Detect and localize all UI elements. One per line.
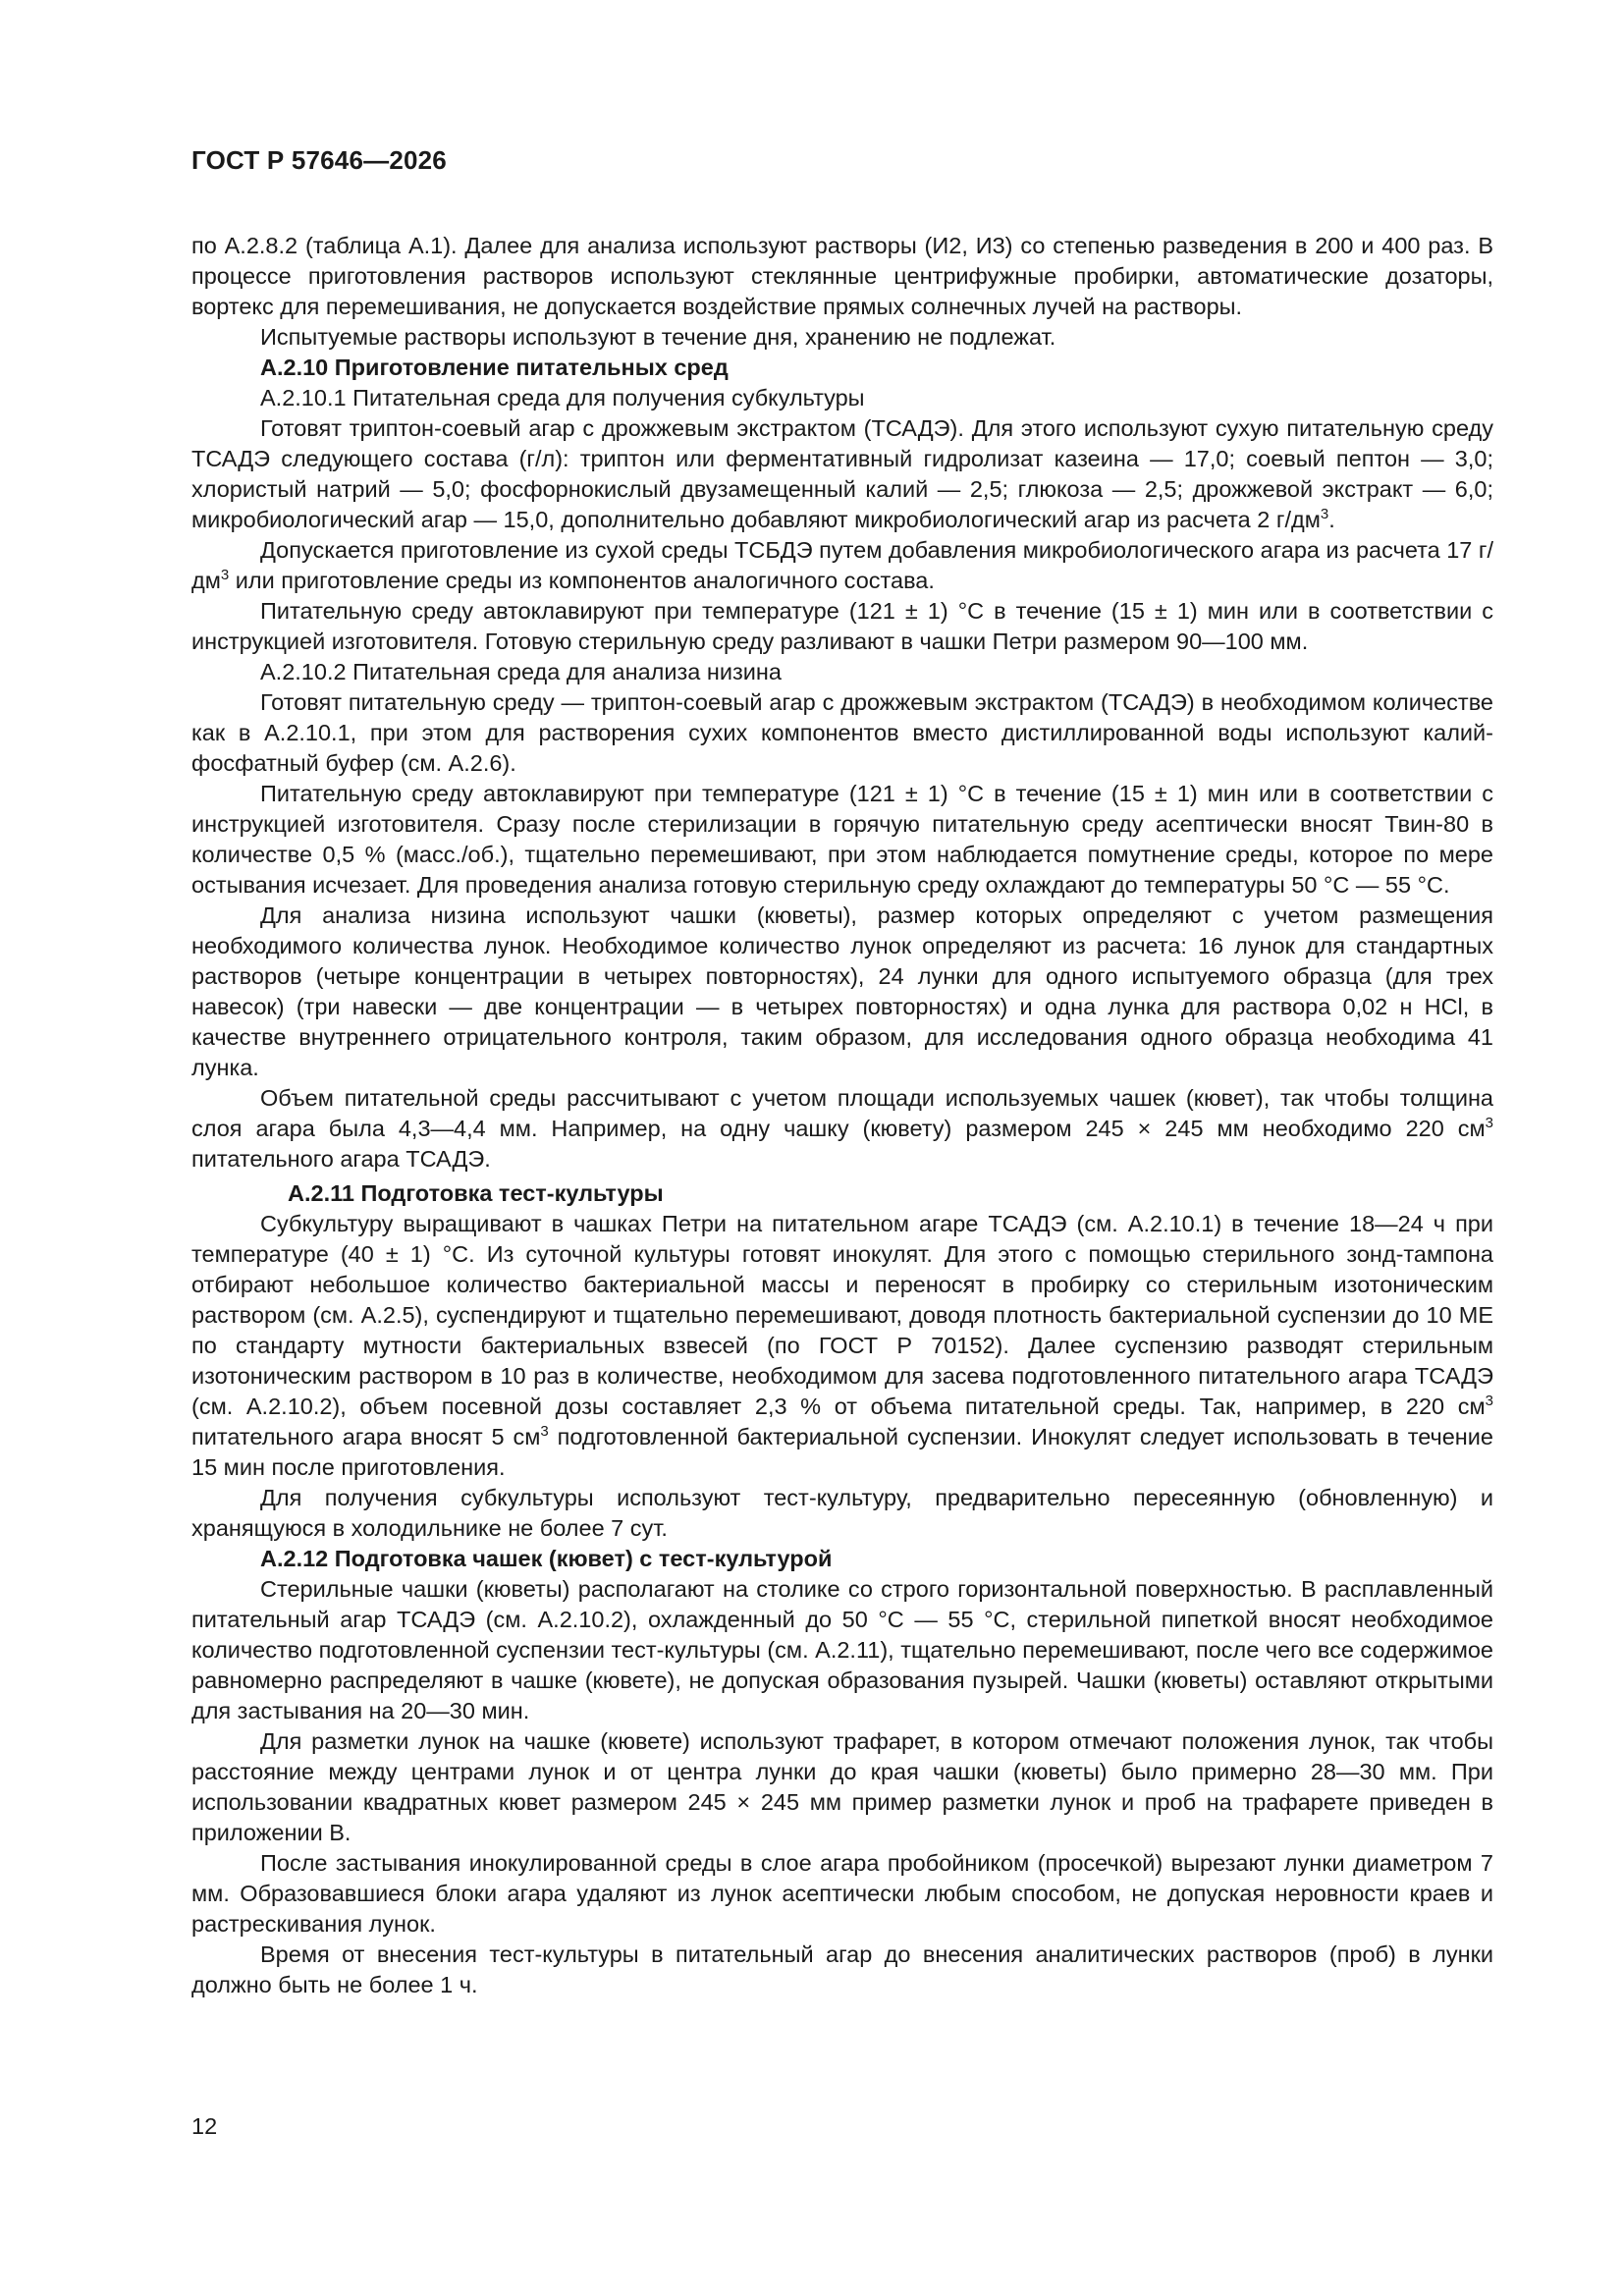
- document-header: ГОСТ Р 57646—2026: [191, 145, 447, 175]
- paragraph: Питательную среду автоклавируют при температуре (121 ± 1) °С в течение (15 ± 1) мин или в соответствии с инструкцией изготовителя. Сразу после стерилизации в горячую питательную среду асептически вносят Твин-80 в количестве 0,5 % (масс./об.), тщательно перемешивают, при этом наблюдается помутнение среды, которое по мере остывания исчезает. Для проведения анализа готовую стерильную среду охлаждают до температуры 50 °С — 55 °С.: [191, 781, 1493, 898]
- paragraph: Испытуемые растворы используют в течение дня, хранению не подлежат.: [260, 324, 1056, 350]
- paragraph: по А.2.8.2 (таблица А.1). Далее для анализа используют растворы (И2, И3) со степенью разведения в 200 и 400 раз. В процессе приготовления растворов используют стеклянные центрифужные пробирки, автоматические дозаторы, вортекс для перемешивания, не допускается воздействие прямых солнечных лучей на растворы.: [191, 233, 1493, 319]
- section-heading-a-2-11: А.2.11 Подготовка тест-культуры: [288, 1180, 664, 1206]
- section-heading-a-2-12: А.2.12 Подготовка чашек (кювет) с тест-культурой: [260, 1546, 833, 1571]
- document-body: [191, 231, 1493, 2000]
- subsection-heading-a-2-10-2: А.2.10.2 Питательная среда для анализа низина: [260, 659, 782, 684]
- paragraph: Субкультуру выращивают в чашках Петри на питательном агаре ТСАДЭ (см. А.2.10.1) в течение 18—24 ч при температуре (40 ± 1) °С. Из суточной культуры готовят инокулят. Для этого с помощью стерильного зонд-тампона отбирают небольшое количество бактериальной массы и переносят в пробирку со стерильным изотоническим раствором (см. А.2.5), суспендируют и тщательно перемешивают, доводя плотность бактериальной суспензии до 10 МЕ по стандарту мутности бактериальных взвесей (по ГОСТ Р 70152). Далее суспензию разводят стерильным изотоническим раствором в 10 раз в количестве, необходимом для засева подготовленного питательного агара ТСАДЭ (см. А.2.10.2), объем посевной дозы составляет 2,3 % от объема питательной среды. Так, например, в 220 $см^3$ питательного агара вносят 5 $см^3$ подготовленной бактериальной суспензии. Инокулят следует использовать в течение 15 мин после приготовления.: [191, 1211, 1493, 1480]
- paragraph: Готовят триптон-соевый агар с дрожжевым экстрактом (ТСАДЭ). Для этого используют сухую питательную среду ТСАДЭ следующего состава (г/л): триптон или ферментативный гидролизат казеина — 17,0; соевый пептон — 3,0; хлористый натрий — 5,0; фосфорнокислый двузамещенный калий — 2,5; глюкоза — 2,5; дрожжевой экстракт — 6,0; микробиологический агар — 15,0, дополнительно добавляют микробиологический агар из расчета 2 $г/дм^3$.: [191, 415, 1493, 532]
- paragraph: После застывания инокулированной среды в слое агара пробойником (просечкой) вырезают лунки диаметром 7 мм. Образовавшиеся блоки агара удаляют из лунок асептически любым способом, не допуская неровности краев и растрескивания лунок.: [191, 1850, 1493, 1937]
- paragraph: Для разметки лунок на чашке (кювете) используют трафарет, в котором отмечают положения лунок, так чтобы расстояние между центрами лунок и от центра лунки до края чашки (кюветы) было примерно 28—30 мм. При использовании квадратных кювет размером 245 × 245 мм пример разметки лунок и проб на трафарете приведен в приложении В.: [191, 1728, 1493, 1845]
- paragraph: Стерильные чашки (кюветы) располагают на столике со строго горизонтальной поверхностью. В расплавленный питательный агар ТСАДЭ (см. А.2.10.2), охлажденный до 50 °С — 55 °С, стерильной пипеткой вносят необходимое количество подготовленной суспензии тест-культуры (см. А.2.11), тщательно перемешивают, после чего все содержимое равномерно распределяют в чашке (кювете), не допуская образования пузырей. Чашки (кюветы) оставляют открытыми для застывания на 20—30 мин.: [191, 1576, 1493, 1723]
- page-number: 12: [191, 2113, 218, 2139]
- paragraph: Готовят питательную среду — триптон-соевый агар с дрожжевым экстрактом (ТСАДЭ) в необходимом количестве как в А.2.10.1, при этом для растворения сухих компонентов вместо дистиллированной воды используют калий-фосфатный буфер (см. А.2.6).: [191, 689, 1493, 776]
- paragraph: Допускается приготовление из сухой среды ТСБДЭ путем добавления микробиологического агара из расчета 17 $г/дм^3$ или приготовление среды из компонентов аналогичного состава.: [191, 537, 1493, 593]
- paragraph: Объем питательной среды рассчитывают с учетом площади используемых чашек (кювет), так чтобы толщина слоя агара была 4,3—4,4 мм. Например, на одну чашку (кювету) размером 245 × 245 мм необходимо 220 $см^3$ питательного агара ТСАДЭ.: [191, 1085, 1493, 1172]
- section-heading-a-2-10: А.2.10 Приготовление питательных сред: [260, 355, 729, 380]
- paragraph: Питательную среду автоклавируют при температуре (121 ± 1) °С в течение (15 ± 1) мин или в соответствии с инструкцией изготовителя. Готовую стерильную среду разливают в чашки Петри размером 90—100 мм.: [191, 598, 1493, 654]
- subsection-heading-a-2-10-1: А.2.10.1 Питательная среда для получения субкультуры: [260, 385, 865, 410]
- paragraph: Для получения субкультуры используют тест-культуру, предварительно пересеянную (обновленную) и хранящуюся в холодильнике не более 7 сут.: [191, 1485, 1493, 1541]
- paragraph: Время от внесения тест-культуры в питательный агар до внесения аналитических растворов (проб) в лунки должно быть не более 1 ч.: [191, 1941, 1493, 1997]
- paragraph: Для анализа низина используют чашки (кюветы), размер которых определяют с учетом размещения необходимого количества лунок. Необходимое количество лунок определяют из расчета: 16 лунок для стандартных растворов (четыре концентрации в четырех повторностях), 24 лунки для одного испытуемого образца (для трех навесок) (три навески — две концентрации — в четырех повторностях) и одна лунка для раствора 0,02 н HCl, в качестве внутреннего отрицательного контроля, таким образом, для исследования одного образца необходима 41 лунка.: [191, 902, 1493, 1080]
